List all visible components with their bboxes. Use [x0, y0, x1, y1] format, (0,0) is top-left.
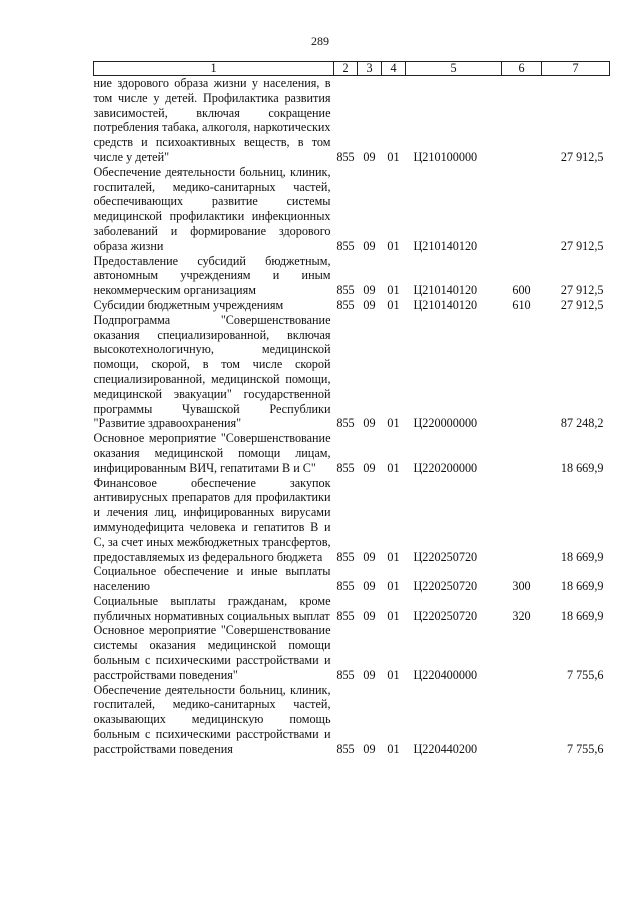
- column-header-admin: 2: [334, 62, 358, 76]
- row-admin-code: 855: [336, 549, 355, 564]
- row-amount: 18 669,9: [560, 460, 604, 475]
- row-section-code: 09: [363, 667, 376, 682]
- row-admin-code: 855: [336, 741, 355, 756]
- row-subsection-code: 01: [387, 667, 400, 682]
- row-target-article: Ц220250720: [413, 549, 478, 564]
- table-row: [94, 683, 610, 757]
- row-subsection-code: 01: [387, 297, 400, 312]
- row-admin-code: 855: [336, 460, 355, 475]
- column-header-target-article: 5: [406, 62, 502, 76]
- row-name: Субсидии бюджетным учреждениям: [93, 297, 284, 312]
- row-target-article: Ц220250720: [413, 608, 478, 623]
- row-amount: 18 669,9: [560, 579, 604, 594]
- row-admin-code: 855: [336, 667, 355, 682]
- row-name: Основное мероприятие "Совершенствование оказания медицинской помощи лицам, инфицированным ВИЧ, гепатитами В и С": [93, 431, 331, 475]
- row-amount: 27 912,5: [560, 238, 604, 253]
- table-row: [94, 298, 610, 313]
- row-amount: 18 669,9: [560, 549, 604, 564]
- row-target-article: Ц220400000: [413, 667, 478, 682]
- row-name: Обеспечение деятельности больниц, клиник, госпиталей, медико-санитарных частей, оказывающих медицинскую помощь больным с психическими расстройствами и расстройствами поведения: [93, 682, 331, 756]
- row-admin-code: 855: [336, 283, 355, 298]
- row-admin-code: 855: [336, 416, 355, 431]
- row-subsection-code: 01: [387, 149, 400, 164]
- row-expense-type: 300: [512, 579, 531, 594]
- row-section-code: 09: [363, 741, 376, 756]
- row-subsection-code: 01: [387, 741, 400, 756]
- row-name: Финансовое обеспечение закупок антивирусных препаратов для профилактики и лечения лиц, инфицированных вирусами иммунодефицита человека и гепатитов В и С, за счет иных межбюджетных трансфертов, предоставляемых из федерального бюджета: [93, 475, 331, 564]
- row-admin-code: 855: [336, 238, 355, 253]
- table-row: [94, 165, 610, 254]
- column-header-name: 1: [94, 62, 334, 76]
- row-name: Основное мероприятие "Совершенствование системы оказания медицинской помощи больным с психическими расстройствами и расстройствами поведения": [93, 623, 331, 682]
- row-amount: 87 248,2: [560, 416, 604, 431]
- column-header-section: 3: [358, 62, 382, 76]
- table-row: [94, 594, 610, 624]
- row-target-article: Ц220200000: [413, 460, 478, 475]
- row-name: Социальное обеспечение и иные выплаты населению: [93, 564, 331, 594]
- row-section-code: 09: [363, 297, 376, 312]
- row-subsection-code: 01: [387, 283, 400, 298]
- row-expense-type: [502, 683, 542, 757]
- row-amount: 7 755,6: [566, 741, 604, 756]
- row-subsection-code: 01: [387, 460, 400, 475]
- row-subsection-code: 01: [387, 416, 400, 431]
- row-name: Обеспечение деятельности больниц, клиник, госпиталей, медико-санитарных частей, обеспечивающих развитие системы медицинской профилактики инфекционных заболеваний и формирование здорового образа жизни: [93, 164, 331, 253]
- column-header-amount: 7: [542, 62, 610, 76]
- row-subsection-code: 01: [387, 608, 400, 623]
- row-section-code: 09: [363, 579, 376, 594]
- row-target-article: Ц220000000: [413, 416, 478, 431]
- row-expense-type: 610: [512, 297, 531, 312]
- row-amount: 27 912,5: [560, 283, 604, 298]
- table-row: [94, 476, 610, 565]
- row-target-article: Ц210140120: [413, 238, 478, 253]
- row-section-code: 09: [363, 608, 376, 623]
- row-expense-type: [502, 476, 542, 565]
- row-section-code: 09: [363, 549, 376, 564]
- row-amount: 27 912,5: [560, 149, 604, 164]
- table-row: [94, 313, 610, 431]
- row-subsection-code: 01: [387, 549, 400, 564]
- row-amount: 27 912,5: [560, 297, 604, 312]
- table-row: [94, 623, 610, 682]
- row-expense-type: 600: [512, 283, 531, 298]
- table-row: [94, 564, 610, 594]
- row-section-code: 09: [363, 149, 376, 164]
- row-target-article: Ц220440200: [413, 741, 478, 756]
- row-expense-type: [502, 313, 542, 431]
- column-header-subsection: 4: [382, 62, 406, 76]
- row-expense-type: 320: [512, 608, 531, 623]
- row-expense-type: [502, 76, 542, 165]
- row-name: ние здорового образа жизни у населения, в том числе у детей. Профилактика развития зависимостей, включая сокращение потребления табака, алкоголя, наркотических средств и психоактивных веществ, в том числе у детей": [93, 76, 331, 164]
- row-target-article: Ц210140120: [413, 297, 478, 312]
- row-admin-code: 855: [336, 149, 355, 164]
- page-number: 289: [311, 34, 329, 48]
- row-section-code: 09: [363, 416, 376, 431]
- row-amount: 18 669,9: [560, 608, 604, 623]
- row-name: Подпрограмма "Совершенствование оказания специализированной, включая высокотехнологичную, медицинской помощи, скорой, в том числе скорой специализированной, медицинской помощи, медицинской эвакуации" государственной программы Чувашской Республики "Развитие здравоохранения": [93, 312, 331, 431]
- row-expense-type: [502, 431, 542, 475]
- budget-table: [93, 61, 610, 757]
- row-name: Социальные выплаты гражданам, кроме публичных нормативных социальных выплат: [93, 593, 331, 623]
- table-header-row: [94, 62, 610, 76]
- table-row: [94, 76, 610, 165]
- row-expense-type: [502, 165, 542, 254]
- row-expense-type: [502, 623, 542, 682]
- row-name: Предоставление субсидий бюджетным, автономным учреждениям и иным некоммерческим организациям: [93, 253, 331, 298]
- table-row: [94, 254, 610, 298]
- row-section-code: 09: [363, 283, 376, 298]
- row-amount: 7 755,6: [566, 667, 604, 682]
- row-subsection-code: 01: [387, 238, 400, 253]
- table-row: [94, 431, 610, 475]
- column-header-expense-type: 6: [502, 62, 542, 76]
- row-admin-code: 855: [336, 608, 355, 623]
- row-admin-code: 855: [336, 579, 355, 594]
- row-admin-code: 855: [336, 297, 355, 312]
- row-target-article: Ц210100000: [413, 149, 478, 164]
- row-section-code: 09: [363, 460, 376, 475]
- row-target-article: Ц220250720: [413, 579, 478, 594]
- row-subsection-code: 01: [387, 579, 400, 594]
- row-section-code: 09: [363, 238, 376, 253]
- row-target-article: Ц210140120: [413, 283, 478, 298]
